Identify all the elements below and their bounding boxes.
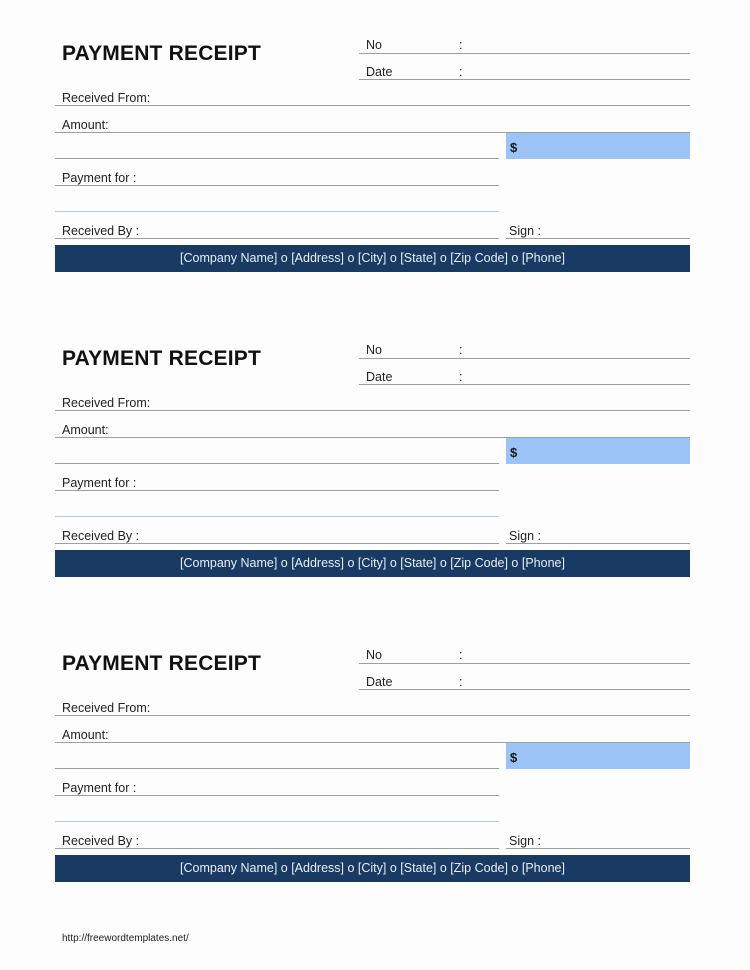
company-footer-bar: [Company Name] o [Address] o [City] o [State] o [Zip Code] o [Phone] <box>55 550 690 577</box>
received-by-label: Received By : <box>62 529 140 543</box>
no-field-line[interactable] <box>359 358 690 359</box>
amount-value-box[interactable] <box>506 438 690 464</box>
payment-for-field-line[interactable] <box>55 795 499 796</box>
payment-receipt-1 <box>0 0 750 300</box>
payment-receipt-2 <box>0 305 750 605</box>
payment-for-label: Payment for : <box>62 781 137 795</box>
payment-for-label: Payment for : <box>62 476 137 490</box>
amount-label: Amount: <box>62 423 109 437</box>
currency-symbol: $ <box>510 445 518 460</box>
no-label: No <box>366 648 382 662</box>
date-label: Date <box>366 675 393 689</box>
no-field-line[interactable] <box>359 663 690 664</box>
no-label: No <box>366 343 382 357</box>
sign-label: Sign : <box>509 529 541 543</box>
received-by-field-line[interactable] <box>55 543 499 544</box>
company-footer-bar: [Company Name] o [Address] o [City] o [State] o [Zip Code] o [Phone] <box>55 855 690 882</box>
amount-words-field-line[interactable] <box>55 463 499 464</box>
payment-for-field-line[interactable] <box>55 490 499 491</box>
received-by-field-line[interactable] <box>55 238 499 239</box>
date-field-line[interactable] <box>359 689 690 690</box>
date-colon: : <box>459 675 463 689</box>
no-label: No <box>366 38 382 52</box>
company-footer-bar: [Company Name] o [Address] o [City] o [State] o [Zip Code] o [Phone] <box>55 245 690 272</box>
received-from-field-line[interactable] <box>55 715 690 716</box>
date-colon: : <box>459 370 463 384</box>
sign-field-line[interactable] <box>506 238 690 239</box>
no-colon: : <box>459 648 463 662</box>
payment-for-extra-line[interactable] <box>55 516 499 517</box>
date-colon: : <box>459 65 463 79</box>
receipt-title: PAYMENT RECEIPT <box>62 347 262 370</box>
received-by-label: Received By : <box>62 834 140 848</box>
amount-words-field-line[interactable] <box>55 158 499 159</box>
date-field-line[interactable] <box>359 384 690 385</box>
amount-value-box[interactable] <box>506 743 690 769</box>
payment-for-label: Payment for : <box>62 171 137 185</box>
payment-receipt-3 <box>0 610 750 910</box>
sign-field-line[interactable] <box>506 848 690 849</box>
no-colon: : <box>459 38 463 52</box>
date-label: Date <box>366 65 393 79</box>
received-from-label: Received From: <box>62 91 151 105</box>
no-colon: : <box>459 343 463 357</box>
receipt-title: PAYMENT RECEIPT <box>62 42 262 65</box>
amount-words-field-line[interactable] <box>55 768 499 769</box>
received-from-label: Received From: <box>62 701 151 715</box>
received-from-field-line[interactable] <box>55 410 690 411</box>
date-label: Date <box>366 370 393 384</box>
payment-for-extra-line[interactable] <box>55 211 499 212</box>
date-field-line[interactable] <box>359 79 690 80</box>
receipt-title: PAYMENT RECEIPT <box>62 652 262 675</box>
currency-symbol: $ <box>510 140 518 155</box>
received-from-label: Received From: <box>62 396 151 410</box>
no-field-line[interactable] <box>359 53 690 54</box>
payment-for-extra-line[interactable] <box>55 821 499 822</box>
source-url[interactable]: http://freewordtemplates.net/ <box>62 933 189 944</box>
received-by-field-line[interactable] <box>55 848 499 849</box>
received-from-field-line[interactable] <box>55 105 690 106</box>
sign-field-line[interactable] <box>506 543 690 544</box>
amount-value-box[interactable] <box>506 133 690 159</box>
amount-label: Amount: <box>62 728 109 742</box>
sign-label: Sign : <box>509 224 541 238</box>
received-by-label: Received By : <box>62 224 140 238</box>
payment-for-field-line[interactable] <box>55 185 499 186</box>
currency-symbol: $ <box>510 750 518 765</box>
amount-label: Amount: <box>62 118 109 132</box>
sign-label: Sign : <box>509 834 541 848</box>
